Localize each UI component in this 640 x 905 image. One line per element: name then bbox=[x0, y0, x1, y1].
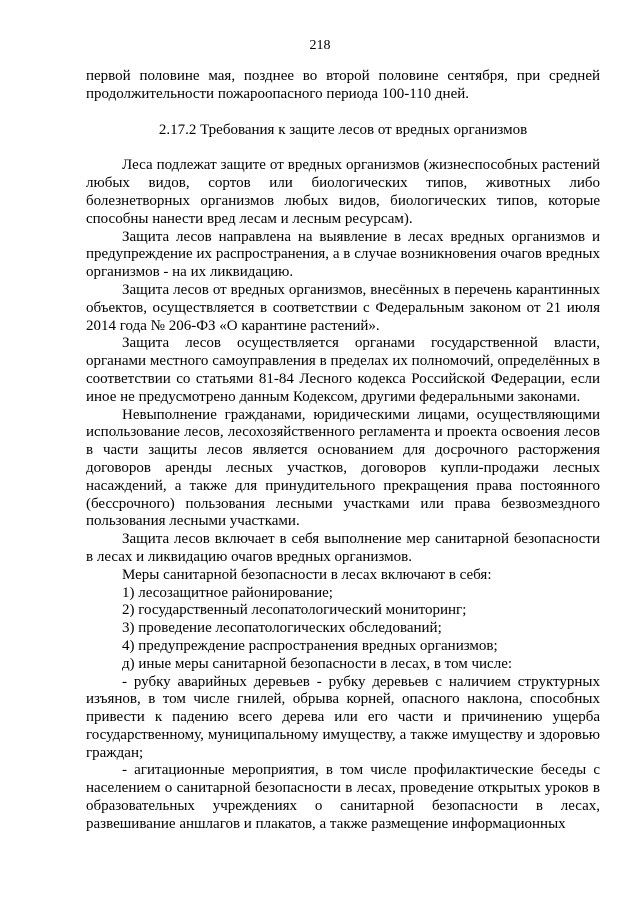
sub-measure-item: - агитационные мероприятия, в том числе профилактические беседы с населением о санитарной безопасности в лесах, проведение открытых уроков в образовательных учреждениях о санитарной безопасности в лесах, развешивание аншлагов и плакатов, а также размещение информационных bbox=[86, 762, 600, 832]
body-paragraph: Защита лесов осуществляется органами государственной власти, органами местного самоуправления в пределах их полномочий, определённых в соответствии со статьями 81-84 Лесного кодекса Российской Федерации, если иное не предусмотрено данным Кодексом, другими федеральными законами. bbox=[86, 335, 600, 405]
measure-item: д) иные меры санитарной безопасности в лесах, в том числе: bbox=[122, 655, 513, 672]
measures-intro: Меры санитарной безопасности в лесах включают в себя: bbox=[122, 566, 492, 583]
sub-measure-item: - рубку аварийных деревьев - рубку деревьев с наличием структурных изъянов, в том числе гнилей, обрыва корней, опасного наклона, способных привести к падению всего дерева или его части и причинению ущерба государственному, муниципальному имуществу, а также имуществу и здоровью граждан; bbox=[86, 673, 600, 761]
body-paragraph: Защита лесов от вредных организмов, внесённых в перечень карантинных объектов, осуществляется в соответствии с Федеральным законом от 21 июля 2014 года № 206-ФЗ «О карантине растений». bbox=[86, 281, 600, 334]
measure-item: 3) проведение лесопатологических обследований; bbox=[122, 620, 442, 637]
measure-item: 2) государственный лесопатологический мониторинг; bbox=[122, 602, 467, 619]
measure-item: 4) предупреждение распространения вредных организмов; bbox=[122, 637, 498, 654]
body-paragraph: Невыполнение гражданами, юридическими лицами, осуществляющими использование лесов, лесохозяйственного регламента и проекта освоения лесов в части защиты лесов является основанием для досрочного расторжения договоров аренды лесных участков, договоров купли-продажи лесных насаждений, а также для принудительного прекращения права постоянного (бессрочного) пользования лесными участками или права безвозмездного пользования лесными участками. bbox=[86, 406, 600, 530]
section-heading: 2.17.2 Требования к защите лесов от вредных организмов bbox=[158, 121, 528, 138]
continuation-paragraph: первой половине мая, позднее во второй половине сентября, при средней продолжительности пожароопасного периода 100-110 дней. bbox=[86, 68, 600, 102]
body-paragraph: Леса подлежат защите от вредных организмов (жизнеспособных растений любых видов, сортов или биологических типов, животных либо болезнетворных организмов любых видов, биологических типов, которые способны нанести вред лесам и лесным ресурсам). bbox=[86, 157, 600, 227]
body-paragraph: Защита лесов направлена на выявление в лесах вредных организмов и предупреждение их распространения, а в случае возникновения очагов вредных организмов - на их ликвидацию. bbox=[86, 228, 600, 281]
body-paragraph: Защита лесов включает в себя выполнение мер санитарной безопасности в лесах и ликвидацию очагов вредных организмов. bbox=[86, 531, 600, 565]
measure-item: 1) лесозащитное районирование; bbox=[122, 584, 333, 601]
document-body bbox=[86, 68, 600, 834]
page-number: 218 bbox=[309, 38, 331, 53]
